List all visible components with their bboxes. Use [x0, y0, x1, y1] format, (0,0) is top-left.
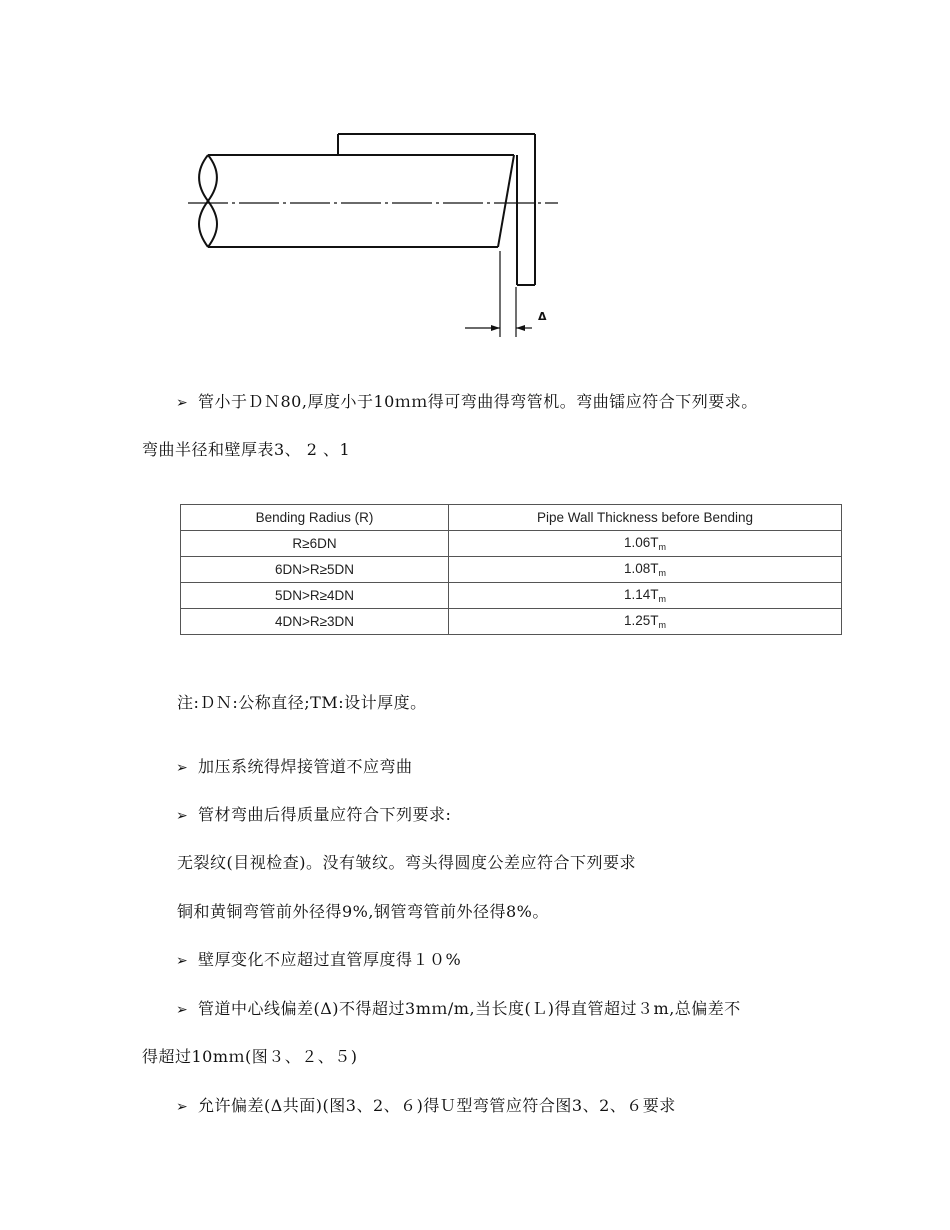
table-note: 注:ＤＮ:公称直径;TM:设计厚度。: [177, 693, 427, 712]
paragraph-no-bending-welded: [176, 757, 413, 778]
table-row: [181, 557, 842, 583]
pipe-deviation-drawing: [180, 125, 580, 345]
bullet-arrow-icon: ➢: [176, 395, 189, 411]
table-row: [181, 531, 842, 557]
paragraph-text: 加压系统得焊接管道不应弯曲: [198, 757, 413, 776]
header-bending-radius: Bending Radius (R): [181, 505, 449, 531]
cell-thickness: $1.06T_m$: [449, 531, 842, 557]
header-wall-thickness: Pipe Wall Thickness before Bending: [449, 505, 842, 531]
paragraph-text: 管道中心线偏差(Δ)不得超过3mｍ/m,当长度(Ｌ)得直管超过３m,总偏差不: [198, 999, 741, 1018]
bullet-arrow-icon: ➢: [176, 1099, 189, 1115]
bullet-arrow-icon: ➢: [176, 808, 189, 824]
cell-thickness: $1.08T_m$: [449, 557, 842, 583]
paragraph-text: 壁厚变化不应超过直管厚度得１０%: [198, 950, 462, 969]
paragraph-quality-requirements: [176, 805, 451, 826]
paragraph-u-bend-tolerance: [176, 1096, 676, 1117]
table-row: [181, 609, 842, 635]
cell-radius: 4DN>R≥3DN: [181, 609, 449, 635]
paragraph-pipe-bending-machine: [176, 392, 758, 413]
cell-radius: 6DN>R≥5DN: [181, 557, 449, 583]
paragraph-text: 管小于ＤＮ80,厚度小于10ｍｍ得可弯曲得弯管机。弯曲镭应符合下列要求。: [198, 392, 758, 411]
bullet-arrow-icon: ➢: [176, 1002, 189, 1018]
table-row: [181, 583, 842, 609]
bullet-arrow-icon: ➢: [176, 953, 189, 969]
cell-radius: 5DN>R≥4DN: [181, 583, 449, 609]
paragraph-text: 管材弯曲后得质量应符合下列要求:: [198, 805, 452, 824]
paragraph-text: 允许偏差(Δ共面)(图3、2、６)得Ｕ型弯管应符合图3、2、６要求: [198, 1096, 676, 1115]
table-caption: 弯曲半径和壁厚表3、 2 、1: [142, 440, 351, 459]
cell-thickness: $1.14T_m$: [449, 583, 842, 609]
paragraph-total-deviation: 得超过10mｍ(图３、２、５): [142, 1047, 358, 1066]
table-header-row: [181, 505, 842, 531]
bending-radius-table: [180, 504, 842, 635]
cell-thickness: $1.25T_m$: [449, 609, 842, 635]
cell-radius: R≥6DN: [181, 531, 449, 557]
paragraph-wall-thickness-change: [176, 950, 461, 971]
paragraph-roundness-tolerance: 铜和黄铜弯管前外径得9%,钢管弯管前外径得8%。: [177, 902, 549, 921]
pipe-bend-deviation-figure: [180, 125, 580, 345]
paragraph-no-cracks: 无裂纹(目视检查)。没有皱纹。弯头得圆度公差应符合下列要求: [177, 853, 636, 872]
bullet-arrow-icon: ➢: [176, 760, 189, 776]
paragraph-centerline-deviation: [176, 999, 741, 1020]
delta-label: Δ: [538, 310, 547, 323]
